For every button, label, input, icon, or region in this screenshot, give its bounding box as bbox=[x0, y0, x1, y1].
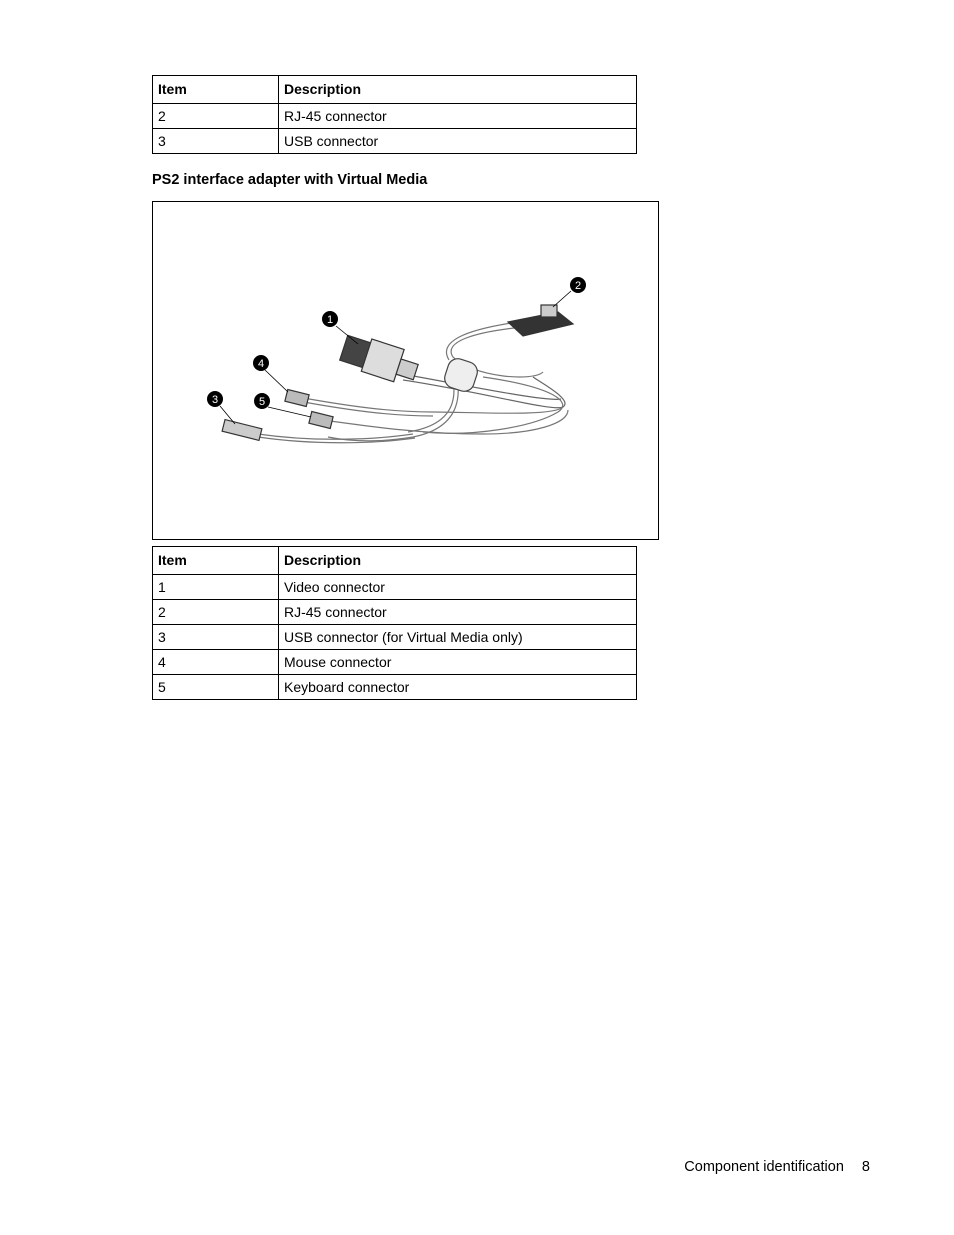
adapter-illustration bbox=[153, 202, 658, 539]
adapter-figure bbox=[152, 201, 659, 540]
table-header-row bbox=[153, 76, 637, 104]
table-row bbox=[153, 675, 637, 700]
item-number: 5 bbox=[153, 675, 279, 700]
callout-4 bbox=[253, 355, 288, 392]
svg-text:1: 1 bbox=[326, 314, 334, 326]
connector-table-ps2 bbox=[152, 546, 637, 700]
page-footer bbox=[684, 1159, 870, 1175]
item-number: 3 bbox=[153, 129, 279, 154]
connector-table-top bbox=[152, 75, 637, 154]
item-number: 3 bbox=[153, 625, 279, 650]
page-number: 8 bbox=[861, 1159, 870, 1175]
table-row bbox=[153, 129, 637, 154]
item-description: Keyboard connector bbox=[279, 675, 637, 700]
svg-text:3: 3 bbox=[211, 394, 219, 406]
item-description: RJ-45 connector bbox=[279, 600, 637, 625]
table-row bbox=[153, 575, 637, 600]
svg-text:2: 2 bbox=[574, 280, 582, 292]
item-description: Mouse connector bbox=[279, 650, 637, 675]
header-item: Item bbox=[153, 547, 279, 575]
section-heading: PS2 interface adapter with Virtual Media bbox=[152, 172, 428, 188]
callout-3 bbox=[207, 391, 235, 424]
footer-section-title: Component identification bbox=[684, 1159, 844, 1175]
svg-text:5: 5 bbox=[258, 396, 266, 408]
table-row bbox=[153, 625, 637, 650]
table-row bbox=[153, 104, 637, 129]
header-description: Description bbox=[279, 76, 637, 104]
item-number: 2 bbox=[153, 600, 279, 625]
table-row bbox=[153, 600, 637, 625]
table-header-row bbox=[153, 547, 637, 575]
item-number: 1 bbox=[153, 575, 279, 600]
header-item: Item bbox=[153, 76, 279, 104]
item-description: RJ-45 connector bbox=[279, 104, 637, 129]
callout-2 bbox=[553, 277, 586, 307]
item-number: 2 bbox=[153, 104, 279, 129]
table-row bbox=[153, 650, 637, 675]
svg-text:4: 4 bbox=[257, 358, 265, 370]
header-description: Description bbox=[279, 547, 637, 575]
item-description: USB connector bbox=[279, 129, 637, 154]
item-description: USB connector (for Virtual Media only) bbox=[279, 625, 637, 650]
item-number: 4 bbox=[153, 650, 279, 675]
item-description: Video connector bbox=[279, 575, 637, 600]
